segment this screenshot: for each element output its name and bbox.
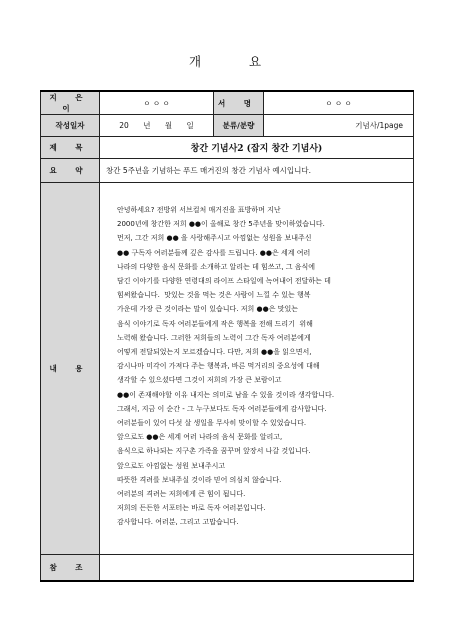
content-line: 그래서, 지금 이 순간 - 그 누구보다도 독자 여러분들에게 감사합니다. [117,404,327,413]
content-line: 생각할 수 있으셨다면 그것이 저희의 가장 큰 보람이고 [117,376,282,385]
summary-value: 창간 5주년을 기념하는 푸드 매거진의 창간 기념사 예시입니다. [100,159,414,183]
content-line: ●●이 존재해야할 이유 내지는 의미로 남을 수 있을 것이라 생각합니다. [117,390,335,399]
date-value: 20 년 월 일 [100,115,214,137]
summary-label: 요 약 [41,159,100,183]
subject-label: 제 목 [41,137,100,159]
document-summary-form [40,90,414,582]
content-line: 앞으로도 ●●은 세계 여러 나라의 음식 문화를 알리고, [117,433,283,442]
signature-label: 서 명 [214,91,264,115]
content-line: 노력해 왔습니다. 그러한 저희들의 노력이 그간 독자 여러분에게 [117,333,311,342]
content-body [100,183,414,555]
content-line: 감시나마 미각이 가져다 주는 행복과, 바른 먹거리의 중요성에 대해 [117,362,320,371]
content-line: 여러분들이 있어 다섯 살 생일을 무사히 맞이할 수 있었습니다. [117,419,307,428]
content-line: 힘써왔습니다. 맛있는 것을 먹는 것은 사람이 느낄 수 있는 행복 [117,291,311,300]
content-line: 음식 이야기로 독자 여러분들에게 작은 행복을 전해 드리기 위해 [117,319,313,328]
content-line: 담긴 이야기를 다양한 연령대의 라이프 스타일에 녹여내어 전달하는 데 [117,277,331,286]
content-line: 음식으로 하나되는 지구촌 가족을 꿈꾸며 앞장서 나갈 것입니다. [117,447,311,456]
content-line: 저희의 든든한 서포터는 바로 독자 여러분입니다. [117,504,266,513]
reference-value [100,555,414,581]
content-line: 가운데 가장 큰 것이라는 말이 있습니다. 저희 ●●은 맛있는 [117,305,299,314]
content-line: 여러분의 격려는 저희에게 큰 힘이 됩니다. [117,490,246,499]
signature-value: ㅇ ㅇ ㅇ [264,91,414,115]
content-line: 감사합니다. 여러분, 그리고 고맙습니다. [117,518,239,527]
content-line: 따뜻한 격려를 보내주실 것이라 믿어 의심치 않습니다. [117,475,282,484]
author-label: 지 은 이 [41,91,100,115]
author-value: ㅇ ㅇ ㅇ [100,91,214,115]
reference-label: 참 조 [41,555,100,581]
category-label: 분류/분량 [214,115,264,137]
content-line: 2000년에 창간한 저희 ●●이 올해로 창간 5주년을 맞이하였습니다. [117,220,325,229]
page-title: 개 요 [188,54,284,69]
content-line: 안녕하세요? 전방위 서브컬처 매거진을 표방하며 지난 [117,206,281,214]
date-label: 작성일자 [41,115,100,137]
content-label: 내 용 [41,183,100,555]
content-line: ●● 구독자 여러분들께 깊은 감사를 드립니다. ●●은 세계 여러 [117,248,311,257]
content-line: 어떻게 전달되었는지 모르겠습니다. 다만, 저희 ●●을 읽으면서, [117,348,312,357]
content-line: 먼저, 그간 저희 ●● 을 사랑해주시고 아낌없는 성원을 보내주신 [117,234,312,243]
subject-value: 창간 기념사2 (잡지 창간 기념사) [100,137,414,159]
category-value: 기념사/1page [264,115,414,137]
content-line: 나라의 다양한 음식 문화를 소개하고 알리는 데 힘쓰고, 그 음식에 [117,262,316,271]
content-line: 앞으로도 아낌없는 성원 보내주시고 [117,461,226,470]
